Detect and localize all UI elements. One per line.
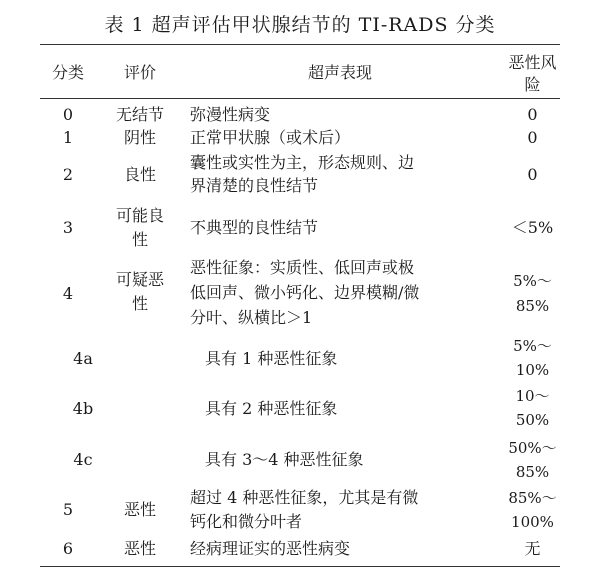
row-0-risk: 0 [527, 105, 538, 124]
row-6-evaluation: 恶性 [123, 539, 156, 558]
row-0-evaluation: 无结节 [115, 105, 164, 124]
bottom-rule [40, 566, 560, 567]
row-4c-risk-line1: 50%～ [508, 439, 557, 457]
row-4c-risk-line2: 85% [515, 463, 550, 481]
row-4b-risk-line2: 50% [515, 411, 550, 429]
row-3-evaluation-line1: 可能良 [115, 206, 164, 225]
row-3-ultrasound: 不典型的良性结节 [190, 218, 319, 237]
row-6-category: 6 [62, 539, 74, 558]
header-evaluation: 评价 [123, 63, 156, 82]
row-4b-ultrasound: 具有 2 种恶性征象 [205, 399, 338, 418]
row-4-category: 4 [62, 284, 74, 303]
row-5-evaluation: 恶性 [123, 500, 156, 519]
row-4a-category: 4a [73, 349, 93, 368]
row-4b-risk-line1: 10～ [515, 387, 550, 405]
row-2-ultrasound-line1: 囊性或实性为主，形态规则、边 [190, 153, 415, 172]
row-4c-category: 4c [73, 450, 93, 469]
row-6-risk: 无 [524, 539, 541, 558]
row-5-category: 5 [62, 500, 74, 519]
row-5-risk-line1: 85%～ [508, 489, 557, 507]
row-4-ultrasound-line1: 恶性征象：实质性、低回声或极 [190, 258, 415, 277]
header-ultrasound: 超声表现 [307, 63, 372, 82]
row-4-evaluation-line2: 性 [131, 294, 148, 313]
row-1-category: 1 [62, 128, 74, 147]
row-3-category: 3 [62, 218, 74, 237]
row-4a-risk-line1: 5%～ [513, 337, 552, 355]
row-4c-ultrasound: 具有 3～4 种恶性征象 [205, 450, 364, 469]
row-4-risk-line1: 5%～ [513, 272, 552, 290]
header-rule [40, 98, 560, 99]
header-risk-line2: 险 [524, 75, 541, 94]
row-2-category: 2 [62, 165, 74, 184]
row-3-risk: ＜5% [511, 218, 554, 237]
top-rule [40, 44, 560, 45]
row-4-risk-line2: 85% [515, 297, 550, 315]
row-1-risk: 0 [527, 128, 538, 147]
row-4-ultrasound-line2: 低回声、微小钙化、边界模糊/微 [190, 283, 420, 302]
table-caption: 表 1 超声评估甲状腺结节的 TI-RADS 分类 [104, 14, 496, 36]
row-4a-risk-line2: 10% [515, 361, 550, 379]
row-4-ultrasound-line3: 分叶、纵横比＞1 [190, 308, 313, 327]
row-1-ultrasound: 正常甲状腺（或术后） [190, 128, 351, 147]
row-4b-category: 4b [72, 399, 94, 418]
row-3-evaluation-line2: 性 [131, 230, 148, 249]
row-5-ultrasound-line2: 钙化和微分叶者 [190, 512, 303, 531]
row-1-evaluation: 阴性 [123, 128, 156, 147]
row-5-ultrasound-line1: 超过 4 种恶性征象，尤其是有微 [190, 488, 419, 507]
row-4a-ultrasound: 具有 1 种恶性征象 [205, 349, 338, 368]
row-0-ultrasound: 弥漫性病变 [190, 105, 271, 124]
row-2-evaluation: 良性 [123, 165, 156, 184]
row-0-category: 0 [62, 105, 74, 124]
row-5-risk-line2: 100% [511, 513, 554, 531]
row-2-risk: 0 [527, 165, 538, 184]
row-4-evaluation-line1: 可疑恶 [115, 270, 164, 289]
row-6-ultrasound: 经病理证实的恶性病变 [190, 539, 351, 558]
row-2-ultrasound-line2: 界清楚的良性结节 [190, 176, 319, 195]
header-risk-line1: 恶性风 [508, 53, 557, 72]
header-category: 分类 [51, 63, 84, 82]
